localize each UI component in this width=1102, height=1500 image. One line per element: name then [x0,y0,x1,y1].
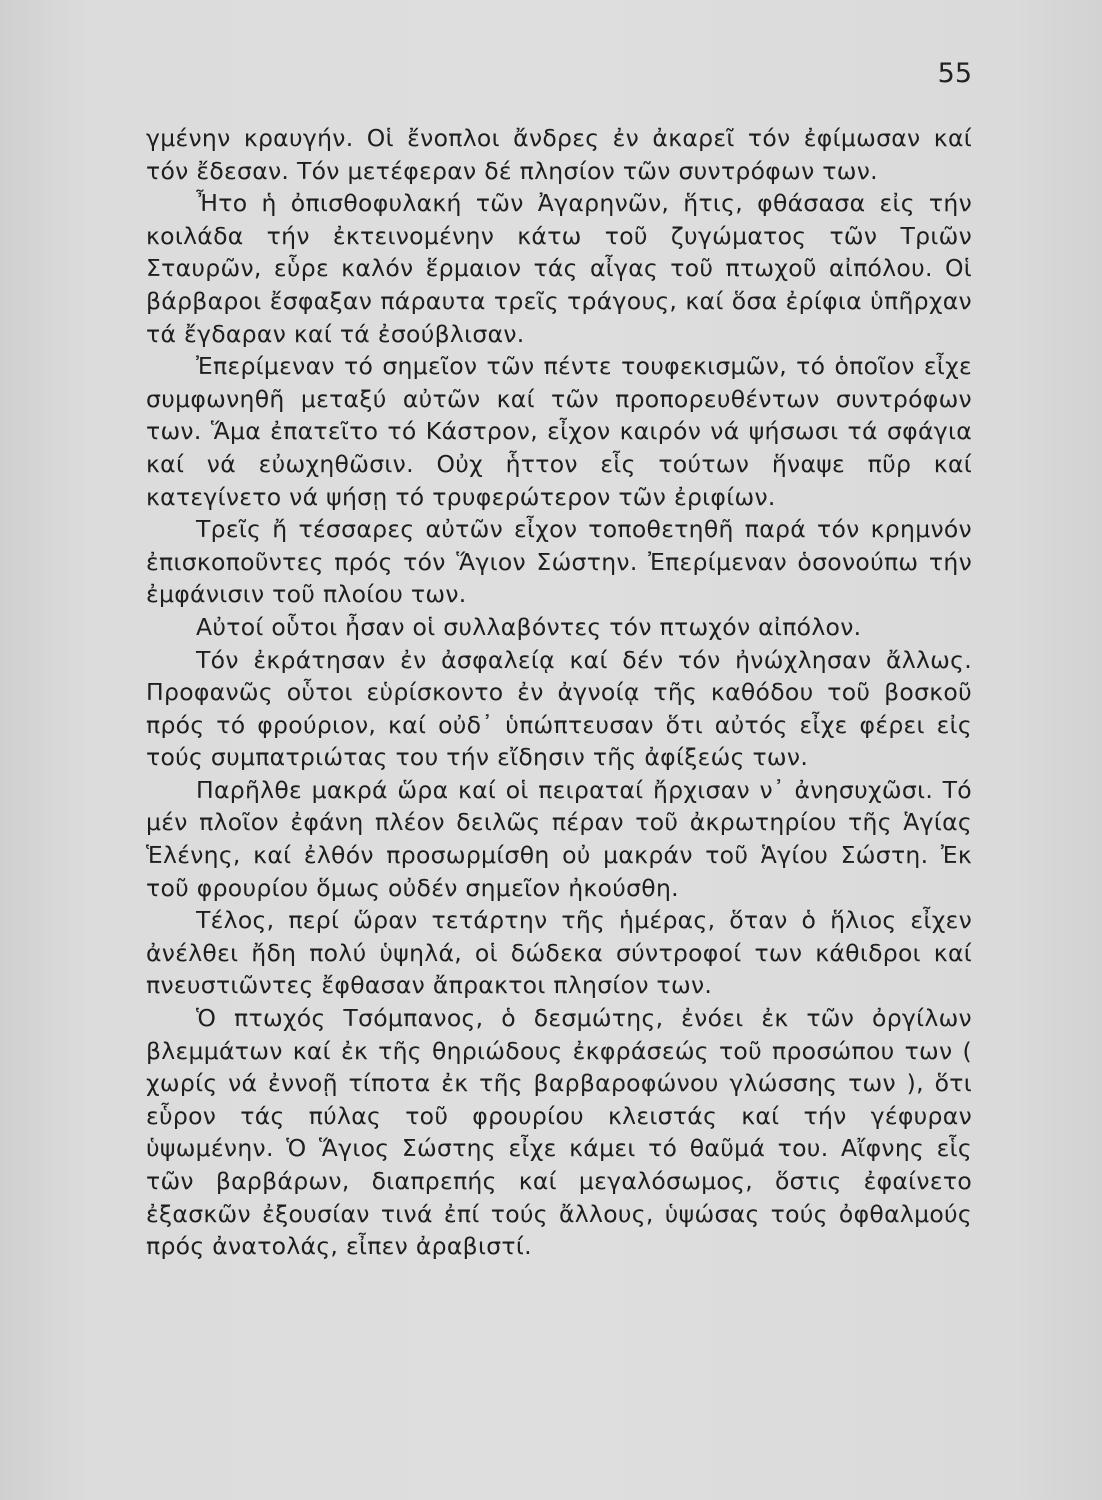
paragraph: Τόν ἐκράτησαν ἐν ἀσφαλείᾳ καί δέν τόν ἠνώχλησαν ἄλλως. Προφανῶς οὗτοι εὑρίσκοντο ἐν ἀγνοίᾳ τῆς καθόδου τοῦ βοσκοῦ πρός τό φρούριον, καί οὐδ᾽ ὑπώπτευσαν ὅτι αὐτός εἶχε φέρει εἰς τούς συμπατριώτας του τήν εἴδησιν τῆς ἀφίξεώς των. [146,645,972,772]
paragraph: Παρῆλθε μακρά ὥρα καί οἱ πειραταί ἤρχισαν ν᾽ ἀνησυχῶσι. Τό μέν πλοῖον ἐφάνη πλέον δειλῶς πέραν τοῦ ἀκρωτηρίου τῆς Ἁγίας Ἑλένης, καί ἐλθόν προσωρμίσθη οὐ μακράν τοῦ Ἁγίου Σώστη. Ἐκ τοῦ φρουρίου ὅμως οὐδέν σημεῖον ἠκούσθη. [146,775,972,902]
page-number: 55 [937,58,972,89]
paragraph: Τέλος, περί ὥραν τετάρτην τῆς ἡμέρας, ὅταν ὁ ἥλιος εἶχεν ἀνέλθει ἤδη πολύ ὑψηλά, οἱ δώδεκα σύντροφοί των κάθιδροι καί πνευστιῶντες ἔφθασαν ἄπρακτοι πλησίον των. [146,906,972,1000]
paragraph: Ἦτο ἡ ὀπισθοφυλακή τῶν Ἀγαρηνῶν, ἥτις, φθάσασα εἰς τήν κοιλάδα τήν ἐκτεινομένην κάτω τοῦ ζυγώματος τῶν Τριῶν Σταυρῶν, εὗρε καλόν ἕρμαιον τάς αἶγας τοῦ πτωχοῦ αἰπόλου. Οἱ βάρβαροι ἔσφαξαν πάραυτα τρεῖς τράγους, καί ὅσα ἐρίφια ὑπῆρχαν τά ἔγδαραν καί τά ἐσούβλισαν. [146,189,972,348]
body-text [146,122,972,1263]
paragraph: Ἐπερίμεναν τό σημεῖον τῶν πέντε τουφεκισμῶν, τό ὁποῖον εἶχε συμφωνηθῆ μεταξύ αὐτῶν καί τῶν προπορευθέντων συντρόφων των. Ἅμα ἐπατεῖτο τό Κάστρον, εἶχον καιρόν νά ψήσωσι τά σφάγια καί νά εὐωχηθῶσιν. Οὐχ ἧττον εἷς τούτων ἥναψε πῦρ καί κατεγίνετο νά ψήσῃ τό τρυφερώτερον τῶν ἐριφίων. [146,352,972,511]
paragraph: Ὁ πτωχός Τσόμπανος, ὁ δεσμώτης, ἐνόει ἐκ τῶν ὀργίλων βλεμμάτων καί ἐκ τῆς θηριώδους ἐκφράσεώς τοῦ προσώπου των ( χωρίς νά ἐννοῇ τίποτα ἐκ τῆς βαρβαροφώνου γλώσσης των ), ὅτι εὗρον τάς πύλας τοῦ φρουρίου κλειστάς καί τήν γέφυραν ὑψωμένην. Ὁ Ἅγιος Σώστης εἶχε κάμει τό θαῦμά του. Αἴφνης εἷς τῶν βαρβάρων, διαπρεπής καί μεγαλόσωμος, ὅστις ἐφαίνετο ἐξασκῶν ἐξουσίαν τινά ἐπί τούς ἄλλους, ὑψώσας τούς ὀφθαλμούς πρός ἀνατολάς, εἶπεν ἀραβιστί. [146,1004,972,1261]
paragraph: γμένην κραυγήν. Οἱ ἔνοπλοι ἄνδρες ἐν ἀκαρεῖ τόν ἐφίμωσαν καί τόν ἔδεσαν. Τόν μετέφεραν δέ πλησίον τῶν συντρόφων των. [146,124,972,185]
paragraph: Τρεῖς ἤ τέσσαρες αὐτῶν εἶχον τοποθετηθῆ παρά τόν κρημνόν ἐπισκοποῦντες πρός τόν Ἅγιον Σώστην. Ἐπερίμεναν ὁσονούπω τήν ἐμφάνισιν τοῦ πλοίου των. [146,515,972,609]
paragraph: Αὐτοί οὗτοι ἦσαν οἱ συλλαβόντες τόν πτωχόν αἰπόλον. [196,612,862,641]
